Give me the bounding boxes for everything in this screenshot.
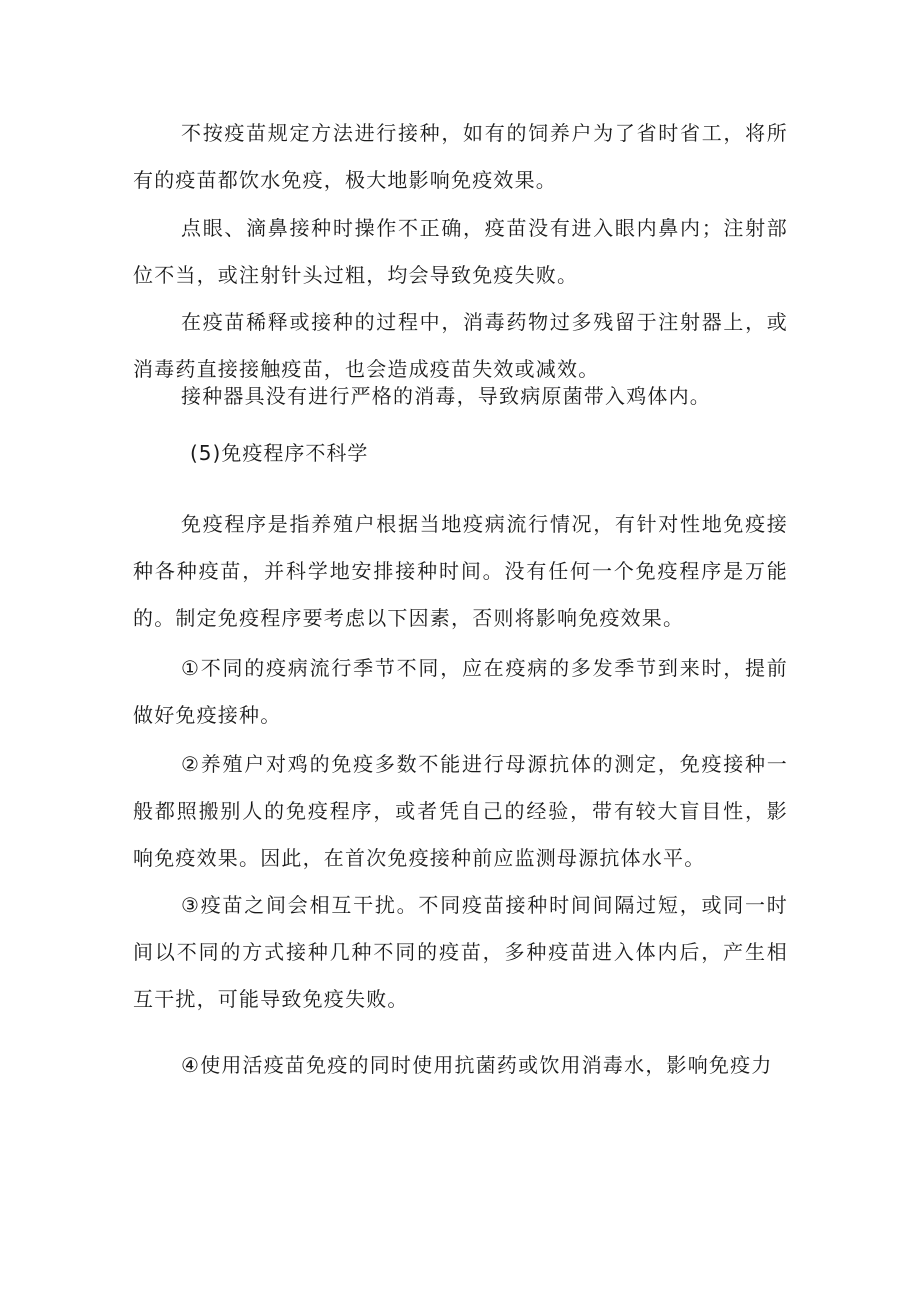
paragraph-improper-method: 不按疫苗规定方法进行接种，如有的饲养户为了省时省工，将所有的疫苗都饮水免疫，极大地影响免疫效果。	[133, 121, 788, 192]
paragraph-item-4: ④使用活疫苗免疫的同时使用抗菌药或饮用消毒水，影响免疫力	[181, 1053, 773, 1077]
section-heading: (5)免疫程序不科学	[190, 441, 369, 465]
paragraph-immune-program: 免疫程序是指养殖户根据当地疫病流行情况，有针对性地免疫接种各种疫苗，并科学地安排接种时间。没有任何一个免疫程序是万能的。制定免疫程序要考虑以下因素，否则将影响免疫效果。	[133, 512, 788, 630]
paragraph-equipment-disinfection: 接种器具没有进行严格的消毒，导致病原菌带入鸡体内。	[181, 384, 711, 408]
paragraph-item-2: ②养殖户对鸡的免疫多数不能进行母源抗体的测定，免疫接种一般都照搬别人的免疫程序，或者凭自己的经验，带有较大盲目性，影响免疫效果。因此，在首次免疫接种前应监测母源抗体水平。	[133, 752, 788, 870]
paragraph-item-3: ③疫苗之间会相互干扰。不同疫苗接种时间间隔过短，或同一时间以不同的方式接种几种不同的疫苗，多种疫苗进入体内后，产生相互干扰，可能导致免疫失败。	[133, 893, 788, 1011]
paragraph-disinfectant-residue: 在疫苗稀释或接种的过程中，消毒药物过多残留于注射器上，或消毒药直接接触疫苗，也会造成疫苗失效或减效。	[133, 310, 788, 381]
paragraph-improper-operation: 点眼、滴鼻接种时操作不正确，疫苗没有进入眼内鼻内；注射部位不当，或注射针头过粗，均会导致免疫失败。	[133, 216, 788, 287]
paragraph-item-1: ①不同的疫病流行季节不同，应在疫病的多发季节到来时，提前做好免疫接种。	[133, 656, 788, 727]
